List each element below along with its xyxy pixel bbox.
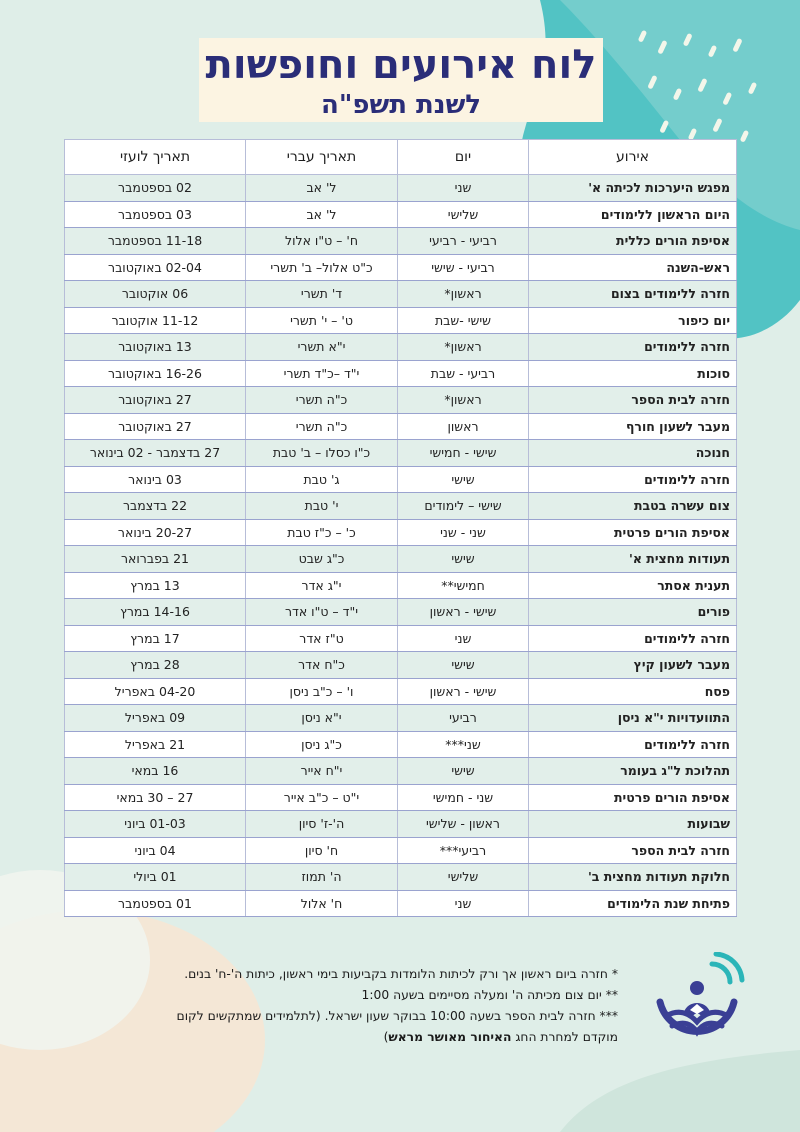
table-row (65, 784, 737, 811)
table-row (65, 334, 737, 361)
gregorian-date-cell: 28 במרץ (65, 652, 246, 679)
event-cell: חזרה ללימודים (529, 625, 737, 652)
day-cell: רביעי - שישי (398, 254, 529, 281)
event-cell: אסיפת הורים פרטית (529, 784, 737, 811)
hebrew-date-cell: י' טבת (246, 493, 398, 520)
gregorian-date-cell: 21 בפברואר (65, 546, 246, 573)
gregorian-date-cell: 13 במרץ (65, 572, 246, 599)
page-title: לוח אירועים וחופשות (205, 42, 597, 88)
event-cell: פסח (529, 678, 737, 705)
hebrew-date-cell: י"ג אדר (246, 572, 398, 599)
hebrew-date-cell: ו' – כ"ב ניסן (246, 678, 398, 705)
hebrew-date-cell: ח' אלול (246, 890, 398, 917)
gregorian-date-cell: 27 באוקטובר (65, 387, 246, 414)
event-cell: מעבר לשעון חורף (529, 413, 737, 440)
footnote-1: * חזרה ביום ראשון אך ורק לכיתות הלומדות בקביעות בימי ראשון, כיתות ה'-ח' בנים. (184, 967, 618, 981)
day-cell: שני (398, 625, 529, 652)
hebrew-date-cell: י"ד – ט"ו אדר (246, 599, 398, 626)
gregorian-date-cell: 03 בינואר (65, 466, 246, 493)
hebrew-date-cell: י"ד –כ"ד תשרי (246, 360, 398, 387)
footnote-4-bold: האיחור מאושר מראש (388, 1030, 512, 1044)
gregorian-date-cell: 14-16 במרץ (65, 599, 246, 626)
day-cell: רביעי - שבת (398, 360, 529, 387)
event-cell: חזרה לבית הספר (529, 387, 737, 414)
day-cell: שישי – לימודים (398, 493, 529, 520)
day-cell: שישי (398, 758, 529, 785)
day-cell: שני*** (398, 731, 529, 758)
event-cell: פורים (529, 599, 737, 626)
hebrew-date-cell: כ"ח אדר (246, 652, 398, 679)
hebrew-date-cell: ה'-ז' סיון (246, 811, 398, 838)
day-cell: ראשון* (398, 334, 529, 361)
table-row (65, 228, 737, 255)
event-cell: חזרה ללימודים בצום (529, 281, 737, 308)
events-table (64, 139, 737, 917)
gregorian-date-cell: 04-20 באפריל (65, 678, 246, 705)
gregorian-date-cell: 11-12 אוקטובר (65, 307, 246, 334)
gregorian-date-cell: 04 ביוני (65, 837, 246, 864)
event-cell: יום כיפור (529, 307, 737, 334)
table-row (65, 864, 737, 891)
day-cell: רביעי*** (398, 837, 529, 864)
day-cell: שישי - ראשון (398, 678, 529, 705)
gregorian-date-cell: 22 בדצמבר (65, 493, 246, 520)
table-row (65, 625, 737, 652)
table-row (65, 890, 737, 917)
event-cell: מעבר לשעון קיץ (529, 652, 737, 679)
event-cell: פתיחת שנת הלימודים (529, 890, 737, 917)
event-cell: התוועדויות י"א ניסן (529, 705, 737, 732)
event-cell: תעודות מחצית א' (529, 546, 737, 573)
table-row (65, 837, 737, 864)
gregorian-date-cell: 11-18 בספטמבר (65, 228, 246, 255)
gregorian-date-cell: 20-27 בינואר (65, 519, 246, 546)
table-row (65, 572, 737, 599)
gregorian-date-cell: 01 ביולי (65, 864, 246, 891)
table-row (65, 281, 737, 308)
day-cell: שני - חמישי (398, 784, 529, 811)
table-row (65, 387, 737, 414)
hebrew-date-cell: כ"ו כסלו – ב' טבת (246, 440, 398, 467)
day-cell: רביעי - רביעי (398, 228, 529, 255)
event-cell: תענית אסתר (529, 572, 737, 599)
gregorian-date-cell: 27 באוקטובר (65, 413, 246, 440)
header-day: יום (398, 140, 529, 175)
school-logo-icon (644, 952, 750, 1052)
table-row (65, 493, 737, 520)
table-row (65, 599, 737, 626)
header-hebrew-date: תאריך עברי (246, 140, 398, 175)
hebrew-date-cell: ט"ז אדר (246, 625, 398, 652)
hebrew-date-cell: כ' – כ"ז טבת (246, 519, 398, 546)
hebrew-date-cell: כ"ה תשרי (246, 387, 398, 414)
day-cell: ראשון (398, 413, 529, 440)
table-row (65, 705, 737, 732)
event-cell: חנוכה (529, 440, 737, 467)
gregorian-date-cell: 17 במרץ (65, 625, 246, 652)
table-row (65, 254, 737, 281)
footnote-4 (230, 1027, 618, 1048)
gregorian-date-cell: 03 בספטמבר (65, 201, 246, 228)
day-cell: חמישי** (398, 572, 529, 599)
hebrew-date-cell: ל' אב (246, 175, 398, 202)
day-cell: שישי - חמישי (398, 440, 529, 467)
day-cell: שני (398, 890, 529, 917)
table-row (65, 413, 737, 440)
day-cell: שישי (398, 652, 529, 679)
event-cell: חזרה ללימודים (529, 731, 737, 758)
hebrew-date-cell: י"א תשרי (246, 334, 398, 361)
event-cell: אסיפת הורים פרטית (529, 519, 737, 546)
table-row (65, 811, 737, 838)
event-cell: שבועות (529, 811, 737, 838)
table-row (65, 731, 737, 758)
day-cell: ראשון* (398, 387, 529, 414)
hebrew-date-cell: כ"ג ניסן (246, 731, 398, 758)
gregorian-date-cell: 01 בספטמבר (65, 890, 246, 917)
gregorian-date-cell: 13 באוקטובר (65, 334, 246, 361)
event-cell: תהלוכת ל"ג בעומר (529, 758, 737, 785)
table-row (65, 201, 737, 228)
day-cell: שלישי (398, 864, 529, 891)
header-event: אירוע (529, 140, 737, 175)
event-cell: חזרה לבית הספר (529, 837, 737, 864)
gregorian-date-cell: 02-04 באוקטובר (65, 254, 246, 281)
hebrew-date-cell: י"ח אייר (246, 758, 398, 785)
table-row (65, 678, 737, 705)
day-cell: שישי (398, 466, 529, 493)
event-cell: אסיפת הורים כללית (529, 228, 737, 255)
gregorian-date-cell: 27 בדצמבר - 02 בינואר (65, 440, 246, 467)
gregorian-date-cell: 21 באפריל (65, 731, 246, 758)
gregorian-date-cell: 01-03 ביוני (65, 811, 246, 838)
hebrew-date-cell: ה' תמוז (246, 864, 398, 891)
gregorian-date-cell: 09 באפריל (65, 705, 246, 732)
hebrew-date-cell: כ"ה תשרי (246, 413, 398, 440)
event-cell: ראש-השנה (529, 254, 737, 281)
gregorian-date-cell: 06 אוקטובר (65, 281, 246, 308)
hebrew-date-cell: ט' – י' תשרי (246, 307, 398, 334)
day-cell: שני (398, 175, 529, 202)
hebrew-date-cell: כ"ג שבט (246, 546, 398, 573)
day-cell: רביעי (398, 705, 529, 732)
hebrew-date-cell: ג' טבת (246, 466, 398, 493)
hebrew-date-cell: ח' סיון (246, 837, 398, 864)
day-cell: שלישי (398, 201, 529, 228)
table-row (65, 758, 737, 785)
hebrew-date-cell: י"ט – כ"ב אייר (246, 784, 398, 811)
hebrew-date-cell: כ"ט אלול– ב' תשרי (246, 254, 398, 281)
hebrew-date-cell: ל' אב (246, 201, 398, 228)
event-cell: צום עשרה בטבת (529, 493, 737, 520)
event-cell: חזרה ללימודים (529, 334, 737, 361)
gregorian-date-cell: 16-26 באוקטובר (65, 360, 246, 387)
table-row (65, 652, 737, 679)
header-gregorian-date: תאריך לועזי (65, 140, 246, 175)
table-row (65, 307, 737, 334)
event-cell: היום הראשון ללימודים (529, 201, 737, 228)
title-block (199, 38, 603, 122)
footnotes (176, 964, 618, 1048)
gregorian-date-cell: 27 – 30 במאי (65, 784, 246, 811)
event-cell: חזרה ללימודים (529, 466, 737, 493)
footnote-3: *** חזרה לבית הספר בשעה 10:00 בבוקר שעון ישראל. (לתלמידים שמתקשים לקום (176, 1009, 618, 1023)
table-row (65, 440, 737, 467)
day-cell: שישי - ראשון (398, 599, 529, 626)
hebrew-date-cell: ח' – ט"ו אלול (246, 228, 398, 255)
page-subtitle: לשנת תשפ"ה (320, 90, 482, 120)
table-row (65, 546, 737, 573)
table-row (65, 360, 737, 387)
table-row (65, 175, 737, 202)
table-header-row (65, 140, 737, 175)
table-row (65, 519, 737, 546)
table-row (65, 466, 737, 493)
event-cell: מפגש היערכות לכיתה א' (529, 175, 737, 202)
day-cell: שישי -שבת (398, 307, 529, 334)
event-cell: חלוקת תעודות מחצית ב' (529, 864, 737, 891)
gregorian-date-cell: 02 בספטמבר (65, 175, 246, 202)
hebrew-date-cell: י"א ניסן (246, 705, 398, 732)
footnote-4-start: מוקדם למחרת החג (511, 1030, 618, 1044)
footnote-2: ** יום צום מכיתה ה' ומעלה מסיימים בשעה 1:00 (361, 988, 618, 1002)
event-cell: סוכות (529, 360, 737, 387)
day-cell: שני - שני (398, 519, 529, 546)
day-cell: ראשון - שלישי (398, 811, 529, 838)
day-cell: שישי (398, 546, 529, 573)
gregorian-date-cell: 16 במאי (65, 758, 246, 785)
footnote-4-end: ) (383, 1030, 389, 1044)
day-cell: ראשון* (398, 281, 529, 308)
hebrew-date-cell: ד' תשרי (246, 281, 398, 308)
